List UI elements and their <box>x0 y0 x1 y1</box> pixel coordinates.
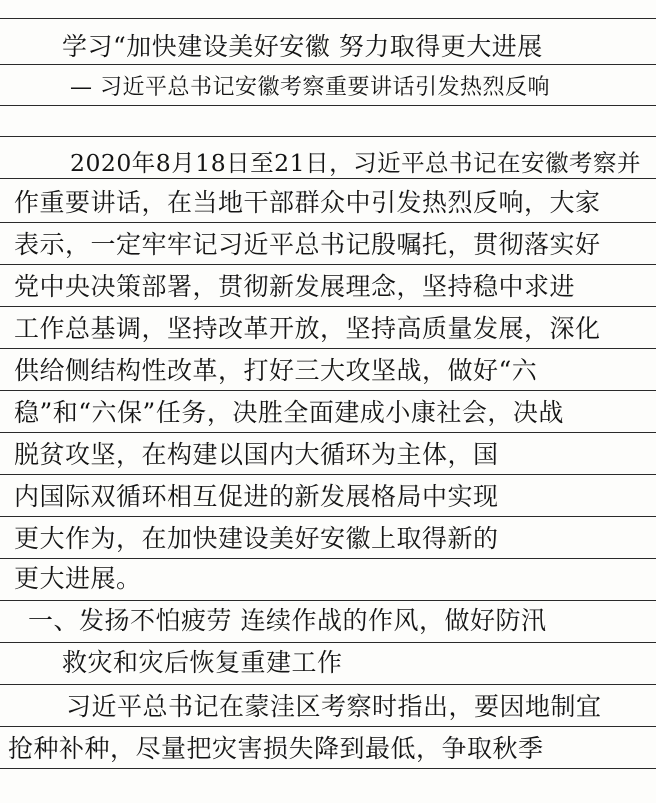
ruled-line <box>0 642 656 643</box>
ruled-line <box>0 222 656 223</box>
document-subtitle: — 习近平总书记安徽考察重要讲话引发热烈反响 <box>70 75 550 100</box>
paragraph-line: 工作总基调，坚持改革开放，坚持高质量发展，深化 <box>14 314 601 343</box>
ruled-line <box>0 768 656 769</box>
ruled-line <box>0 516 656 517</box>
paragraph-line: 习近平总书记在蒙洼区考察时指出，要因地制宜 <box>66 692 602 721</box>
paragraph-line: 作重要讲话，在当地干部群众中引发热烈反响，大家 <box>14 188 601 217</box>
ruled-line <box>0 306 656 307</box>
ruled-line <box>0 684 656 685</box>
ruled-line <box>0 105 656 106</box>
paragraph-line: 党中央决策部署，贯彻新发展理念，坚持稳中求进 <box>14 272 576 301</box>
ruled-line <box>0 136 656 137</box>
paragraph-line: 供给侧结构性改革，打好三大攻坚战，做好“六 <box>14 356 538 385</box>
section-heading: 一、发扬不怕疲劳 连续作战的作风，做好防汛 <box>28 606 547 635</box>
ruled-line <box>0 600 656 601</box>
paragraph-line: 稳”和“六保”任务，决胜全面建成小康社会，决战 <box>14 398 564 427</box>
paragraph-line: 脱贫攻坚，在构建以国内大循环为主体，国 <box>14 440 499 469</box>
ruled-line <box>0 432 656 433</box>
ruled-line <box>0 348 656 349</box>
ruled-line <box>0 178 656 179</box>
paragraph-line: 更大作为，在加快建设美好安徽上取得新的 <box>14 524 499 553</box>
ruled-line <box>0 390 656 391</box>
ruled-line <box>0 18 656 19</box>
ruled-line <box>0 474 656 475</box>
document-title: 学习“加快建设美好安徽 努力取得更大进展 <box>62 32 543 61</box>
ruled-line <box>0 726 656 727</box>
paragraph-line: 2020年8月18日至21日，习近平总书记在安徽考察并 <box>70 149 642 177</box>
paragraph-line: 内国际双循环相互促进的新发展格局中实现 <box>14 482 499 511</box>
paragraph-line: 更大进展。 <box>14 564 142 593</box>
ruled-line <box>0 64 656 65</box>
ruled-line <box>0 558 656 559</box>
section-heading: 救灾和灾后恢复重建工作 <box>62 648 343 677</box>
paragraph-line: 抢种补种，尽量把灾害损失降到最低，争取秋季 <box>8 734 544 763</box>
ruled-line <box>0 264 656 265</box>
paragraph-line: 表示，一定牢牢记习近平总书记殷嘱托，贯彻落实好 <box>14 230 601 259</box>
